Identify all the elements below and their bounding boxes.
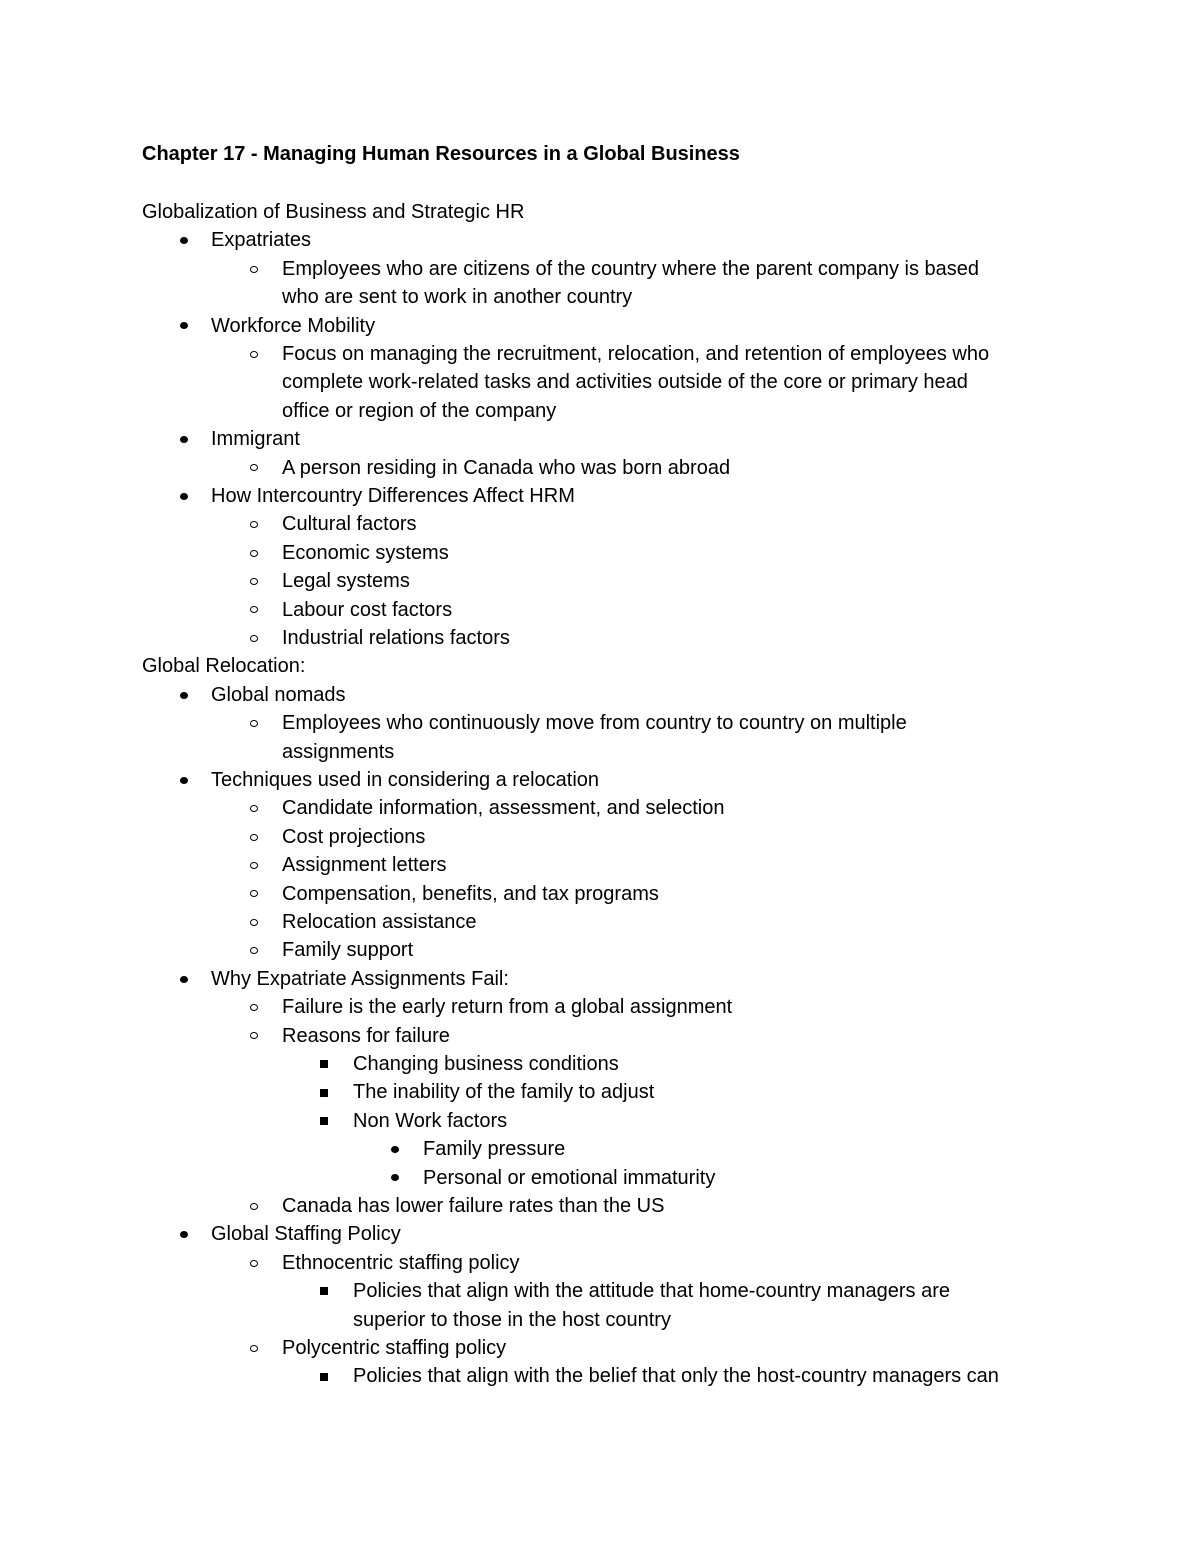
bullet-circle-icon xyxy=(250,720,258,727)
bullet-circle-icon xyxy=(250,1032,258,1039)
bullet-disc-icon xyxy=(180,976,188,983)
outline-item-level-1: Why Expatriate Assignments Fail: xyxy=(211,967,509,990)
bullet-square-icon xyxy=(320,1287,328,1295)
outline-item-level-4: Personal or emotional immaturity xyxy=(423,1166,716,1189)
outline-item-level-1: Global Staffing Policy xyxy=(211,1223,401,1246)
outline-item-level-2: office or region of the company xyxy=(282,399,557,422)
bullet-circle-icon xyxy=(250,890,258,897)
outline-item-level-2: A person residing in Canada who was born abroad xyxy=(282,456,731,479)
bullet-circle-icon xyxy=(250,464,258,471)
outline-item-level-2: Focus on managing the recruitment, relocation, and retention of employees who xyxy=(282,343,990,365)
bullet-disc-icon xyxy=(180,322,188,329)
outline-item-level-2: Economic systems xyxy=(282,541,449,564)
bullet-circle-icon xyxy=(250,1004,258,1011)
outline-item-level-2: Candidate information, assessment, and selection xyxy=(282,797,725,820)
bullet-circle-icon xyxy=(250,266,258,273)
bullet-disc-icon xyxy=(391,1146,399,1153)
outline-item-level-2: Family support xyxy=(282,939,414,962)
bullet-circle-icon xyxy=(250,862,258,869)
bullet-disc-icon xyxy=(180,237,188,244)
outline-item-level-1: Workforce Mobility xyxy=(211,314,376,337)
outline-item-level-2: Legal systems xyxy=(282,570,410,593)
outline-item-level-2: Labour cost factors xyxy=(282,598,453,621)
outline-item-level-3: Policies that align with the attitude that home-country managers are xyxy=(353,1280,950,1303)
outline-item-level-1: Immigrant xyxy=(211,428,300,451)
outline-item-level-2: Relocation assistance xyxy=(282,911,477,933)
outline-item-level-2: who are sent to work in another country xyxy=(282,286,633,309)
outline-item-level-3: superior to those in the host country xyxy=(353,1308,671,1331)
bullet-disc-icon xyxy=(180,436,188,443)
bullet-circle-icon xyxy=(250,1203,258,1210)
bullet-disc-icon xyxy=(180,1231,188,1238)
outline-item-level-2: Employees who are citizens of the country where the parent company is based xyxy=(282,257,980,280)
outline-item-level-2: Employees who continuously move from country to country on multiple xyxy=(282,712,907,735)
bullet-square-icon xyxy=(320,1373,328,1381)
bullet-circle-icon xyxy=(250,606,258,613)
outline-item-level-2: Polycentric staffing policy xyxy=(282,1337,507,1359)
outline-item-level-3: Policies that align with the belief that only the host-country managers can xyxy=(353,1365,999,1388)
bullet-circle-icon xyxy=(250,635,258,642)
bullet-square-icon xyxy=(320,1117,328,1125)
bullet-circle-icon xyxy=(250,805,258,812)
outline-item-level-2: Assignment letters xyxy=(282,854,447,877)
outline-item-level-0: Global Relocation: xyxy=(142,655,306,678)
outline-item-level-2: Ethnocentric staffing policy xyxy=(282,1251,520,1274)
bullet-circle-icon xyxy=(250,351,258,358)
outline-item-level-2: Cultural factors xyxy=(282,513,417,536)
outline-item-level-3: The inability of the family to adjust xyxy=(353,1081,655,1104)
outline-item-level-1: Global nomads xyxy=(211,683,346,706)
outline-item-level-1: Expatriates xyxy=(211,229,312,252)
bullet-circle-icon xyxy=(250,1260,258,1267)
outline-item-level-1: Techniques used in considering a relocation xyxy=(211,769,600,791)
bullet-square-icon xyxy=(320,1089,328,1097)
bullet-circle-icon xyxy=(250,834,258,841)
bullet-circle-icon xyxy=(250,521,258,528)
bullet-square-icon xyxy=(320,1060,328,1068)
outline-item-level-3: Changing business conditions xyxy=(353,1053,619,1075)
outline-item-level-2: Canada has lower failure rates than the US xyxy=(282,1195,665,1217)
outline-item-level-4: Family pressure xyxy=(423,1138,566,1161)
outline-item-level-2: Compensation, benefits, and tax programs xyxy=(282,882,659,905)
bullet-disc-icon xyxy=(180,777,188,784)
outline-item-level-1: How Intercountry Differences Affect HRM xyxy=(211,485,575,507)
bullet-disc-icon xyxy=(391,1174,399,1181)
outline-item-level-3: Non Work factors xyxy=(353,1109,508,1132)
bullet-circle-icon xyxy=(250,947,258,954)
outline-item-level-2: Industrial relations factors xyxy=(282,627,510,649)
outline-item-level-2: complete work-related tasks and activities outside of the core or primary head xyxy=(282,371,968,394)
outline-item-level-0: Globalization of Business and Strategic HR xyxy=(142,201,525,223)
bullet-circle-icon xyxy=(250,578,258,585)
bullet-circle-icon xyxy=(250,1345,258,1352)
bullet-circle-icon xyxy=(250,919,258,926)
bullet-disc-icon xyxy=(180,692,188,699)
page-title: Chapter 17 - Managing Human Resources in a Global Business xyxy=(142,143,740,165)
outline-item-level-2: Failure is the early return from a global assignment xyxy=(282,996,733,1019)
outline-item-level-2: Cost projections xyxy=(282,825,426,848)
bullet-circle-icon xyxy=(250,550,258,557)
bullet-disc-icon xyxy=(180,493,188,500)
outline-item-level-2: assignments xyxy=(282,740,395,763)
outline-item-level-2: Reasons for failure xyxy=(282,1024,450,1047)
